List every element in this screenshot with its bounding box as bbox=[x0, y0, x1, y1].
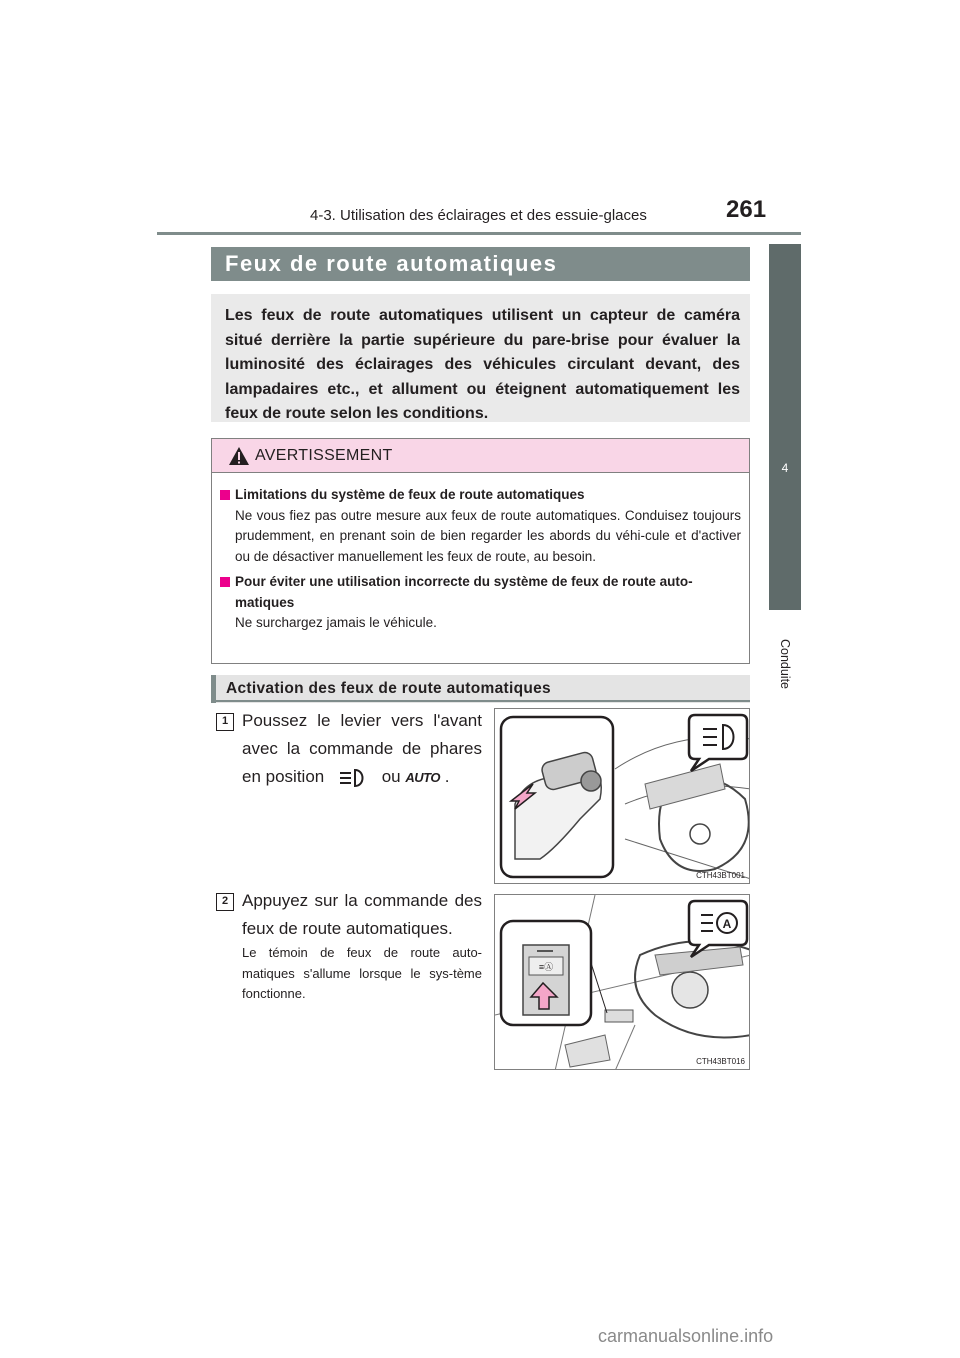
square-bullet-icon bbox=[220, 490, 230, 500]
warning-title: AVERTISSEMENT bbox=[255, 447, 393, 464]
chapter-side-tab bbox=[769, 244, 801, 610]
chapter-side-label bbox=[770, 619, 800, 709]
watermark: carmanualsonline.info bbox=[598, 1326, 774, 1346]
chapter-label: Conduite bbox=[778, 638, 792, 690]
warning-item-text: Ne surchargez jamais le véhicule. bbox=[235, 615, 437, 630]
header-rule bbox=[157, 232, 801, 235]
step-number-1: 1 bbox=[216, 713, 234, 731]
figure-lever-push bbox=[494, 708, 750, 884]
chapter-number: 4 bbox=[781, 461, 789, 475]
warning-item-text: Ne vous fiez pas outre mesure aux feux de route automatiques. Conduisez toujours prudemment, en prenant soin de bien regarder les abords du véhi-cule et d'activer ou de désactiver manuellement les feux de route, au besoin. bbox=[235, 507, 741, 564]
warning-triangle-icon bbox=[228, 446, 250, 466]
figure-code: CTH43BT001 bbox=[696, 871, 745, 880]
warning-header bbox=[212, 439, 749, 473]
figure-switch-press bbox=[494, 894, 750, 1070]
warning-body bbox=[212, 473, 749, 634]
switch-illustration bbox=[495, 895, 750, 1070]
step-2-text: Appuyez sur la commande des feux de route automatiques. bbox=[242, 891, 482, 938]
warning-box bbox=[211, 438, 750, 664]
subsection-rule bbox=[211, 700, 750, 702]
square-bullet-icon bbox=[220, 577, 230, 587]
subsection-title: Activation des feux de route automatiques bbox=[211, 675, 750, 703]
step-2-note: Le témoin de feux de route auto-matiques s'allume lorsque le sys-tème fonctionne. bbox=[242, 945, 482, 1001]
step-number-2: 2 bbox=[216, 893, 234, 911]
figure-code: CTH43BT016 bbox=[696, 1057, 745, 1066]
lever-illustration bbox=[495, 709, 750, 884]
step-1-text: Poussez le levier vers l'avant avec la commande de phares en position ou AUTO . bbox=[242, 707, 482, 792]
auto-position-label: AUTO bbox=[405, 770, 440, 785]
warning-item-title: Limitations du système de feux de route automatiques bbox=[220, 485, 741, 506]
page-number: 261 bbox=[726, 196, 767, 223]
intro-paragraph: Les feux de route automatiques utilisent un capteur de caméra situé derrière la partie supérieure du pare-brise pour évaluer la luminosité des éclairages des véhicules circulant devant, des lampadaires etc., et allument ou éteignent automatiquement les feux de route selon les conditions. bbox=[211, 294, 750, 422]
headlight-icon bbox=[337, 767, 369, 789]
section-title: Feux de route automatiques bbox=[211, 247, 750, 281]
warning-item-title: Pour éviter une utilisation incorrecte du système de feux de route auto-matiques bbox=[220, 572, 741, 613]
svg-text:A: A bbox=[722, 917, 732, 931]
chapter-header: 4-3. Utilisation des éclairages et des essuie-glaces bbox=[310, 207, 647, 224]
svg-text:≡Ⓐ: ≡Ⓐ bbox=[538, 962, 554, 972]
